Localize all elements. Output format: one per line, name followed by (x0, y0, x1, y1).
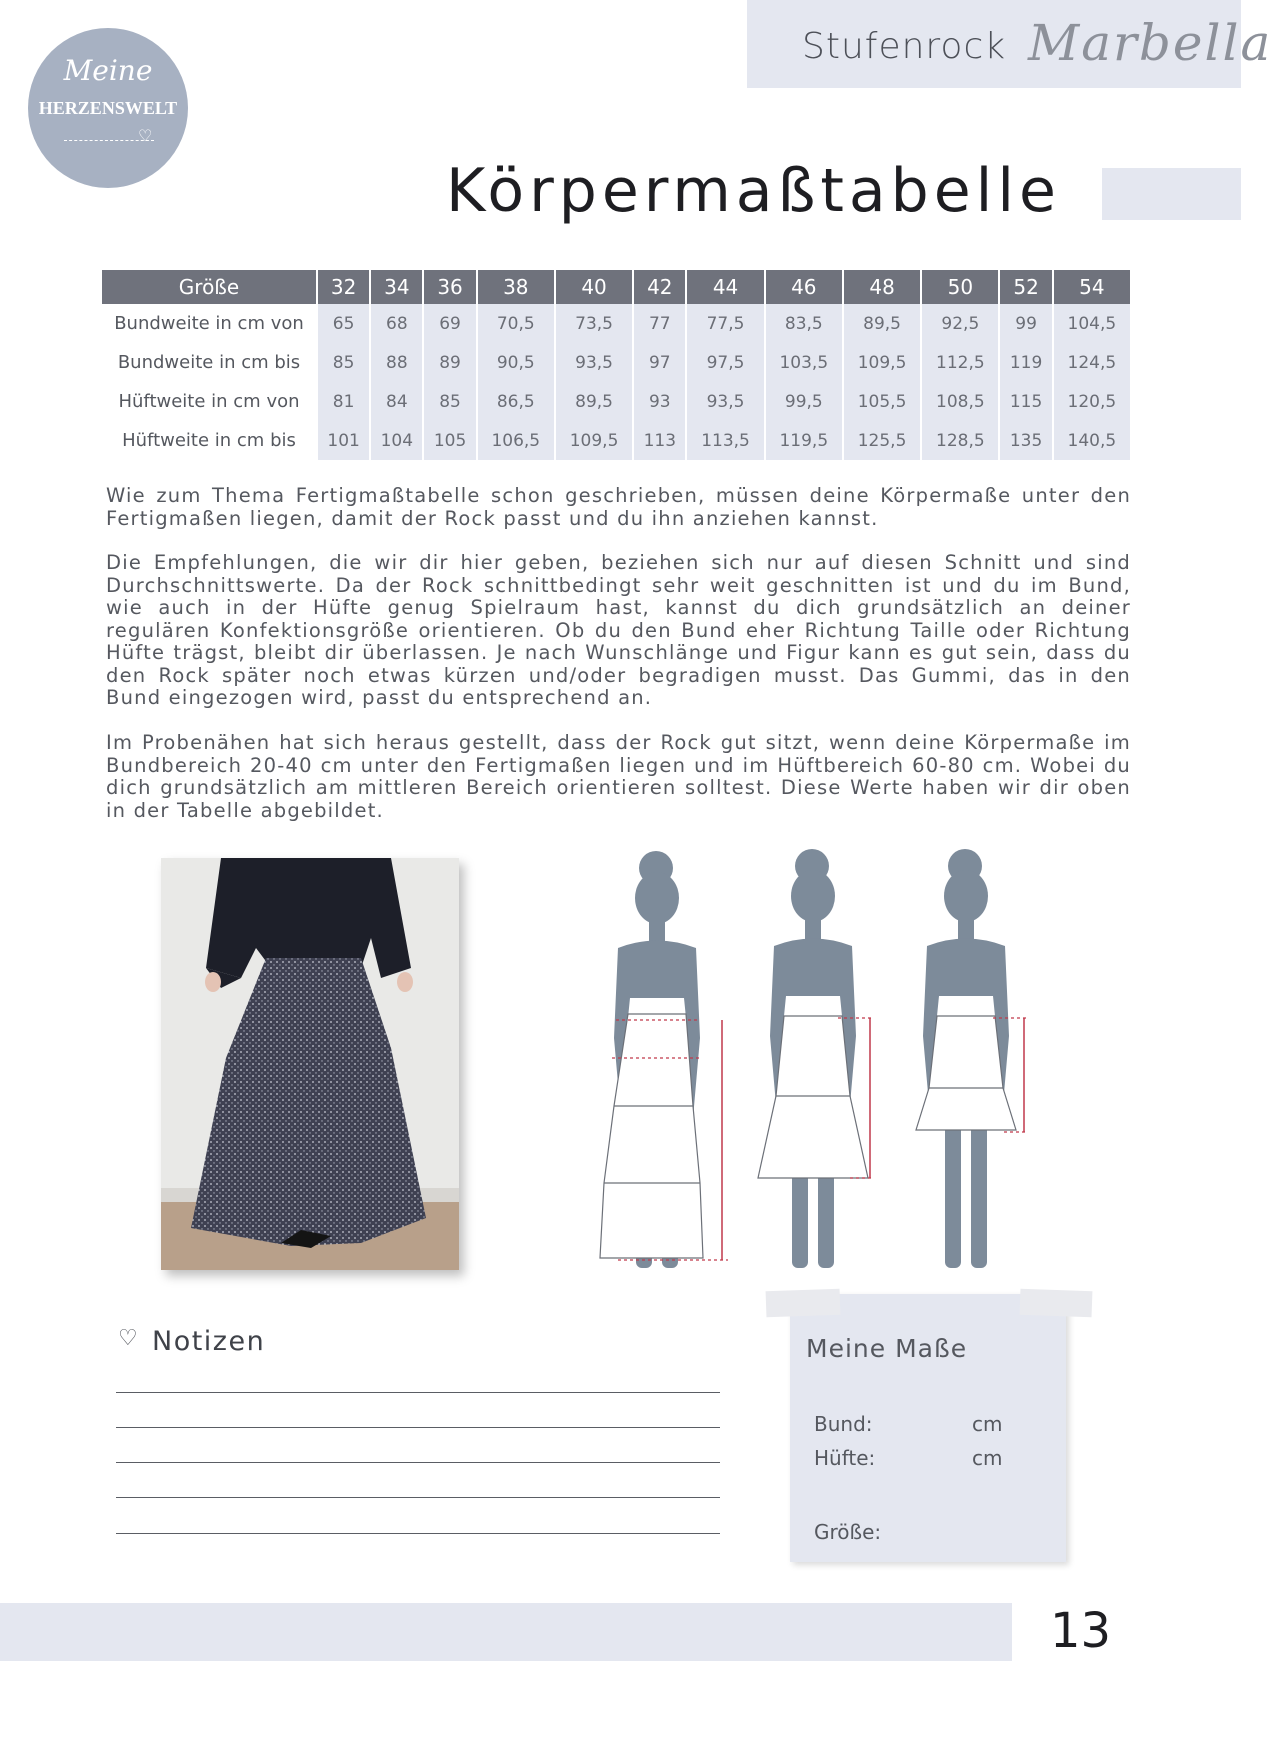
table-cell: 90,5 (476, 343, 554, 382)
table-cell: 88 (369, 343, 422, 382)
table-cell: 104 (369, 421, 422, 460)
recommendation-paragraph: Die Empfehlungen, die wir dir hier geben, beziehen sich nur auf diesen Schnitt und sind Durchschnittswerte. Da der Rock schnittbedingt sehr weit geschnitten ist und du im Bund, wie auch in der Hüfte genug Spielraum hast, kannst du dich grundsätzlich an deiner regulären Konfektionsgröße orientieren. Ob du den Bund eher Richtung Taille oder Richtung Hüfte trägst, bleibt dir überlassen. Je nach Wunschlänge und Figur kann es gut sein, dass du den Rock später noch etwas kürzen und/oder begradigen musst. Das Gummi, das in den Bund eingezogen wird, passt du entsprechend an. (106, 551, 1131, 709)
heart-icon: ♡ (118, 1326, 138, 1351)
note-line[interactable] (116, 1497, 720, 1498)
table-cell: 120,5 (1052, 382, 1130, 421)
bund-label: Bund: (814, 1412, 873, 1436)
note-line[interactable] (116, 1427, 720, 1428)
table-cell: 105 (422, 421, 475, 460)
table-cell: 77,5 (685, 304, 763, 343)
table-cell: 89,5 (554, 382, 632, 421)
page-title: Körpermaßtabelle (446, 156, 1061, 226)
table-cell: 99,5 (764, 382, 842, 421)
body-figures-illustration (588, 838, 1048, 1278)
table-cell: 92,5 (920, 304, 998, 343)
size-header: 50 (920, 270, 998, 304)
table-cell: 112,5 (920, 343, 998, 382)
table-cell: 140,5 (1052, 421, 1130, 460)
table-cell: 89,5 (842, 304, 920, 343)
table-cell: 109,5 (842, 343, 920, 382)
table-header-label: Größe (102, 270, 316, 304)
notes-title: Notizen (152, 1326, 266, 1357)
tape-right (1020, 1289, 1093, 1317)
table-cell: 113,5 (685, 421, 763, 460)
row-label: Bundweite in cm von (102, 304, 316, 343)
intro-paragraph: Wie zum Thema Fertigmaßtabelle schon geschrieben, müssen deine Körpermaße unter den Fertigmaßen liegen, damit der Rock passt und du ihn anziehen kannst. (106, 484, 1131, 530)
body-measurement-table (102, 270, 1130, 460)
size-header: 36 (422, 270, 475, 304)
table-cell: 128,5 (920, 421, 998, 460)
table-cell: 97,5 (685, 343, 763, 382)
logo-heart-icon: ♡ (138, 126, 153, 145)
table-cell: 84 (369, 382, 422, 421)
logo-script: Meine (63, 54, 153, 87)
row-label: Hüftweite in cm bis (102, 421, 316, 460)
table-cell: 83,5 (764, 304, 842, 343)
table-cell: 97 (632, 343, 685, 382)
page-number: 13 (1050, 1603, 1112, 1659)
skirt-photo (161, 858, 459, 1270)
table-cell: 99 (998, 304, 1051, 343)
skirt-length-figures (588, 838, 1048, 1278)
skirt-photo-illustration (161, 858, 459, 1270)
table-cell: 85 (422, 382, 475, 421)
table-cell: 93,5 (554, 343, 632, 382)
table-cell: 106,5 (476, 421, 554, 460)
table-row (102, 421, 1130, 460)
header-script-name: Marbella (1028, 14, 1272, 72)
size-header: 48 (842, 270, 920, 304)
row-label: Bundweite in cm bis (102, 343, 316, 382)
note-line[interactable] (116, 1392, 720, 1393)
table-cell: 103,5 (764, 343, 842, 382)
table-cell: 113 (632, 421, 685, 460)
card-title: Meine Maße (806, 1334, 968, 1363)
table-cell: 73,5 (554, 304, 632, 343)
table-cell: 77 (632, 304, 685, 343)
note-line[interactable] (116, 1462, 720, 1463)
table-cell: 125,5 (842, 421, 920, 460)
table-cell: 104,5 (1052, 304, 1130, 343)
size-header: 54 (1052, 270, 1130, 304)
note-line[interactable] (116, 1533, 720, 1534)
title-band (1102, 168, 1241, 220)
table-cell: 86,5 (476, 382, 554, 421)
test-sewing-paragraph: Im Probenähen hat sich heraus gestellt, dass der Rock gut sitzt, wenn deine Körpermaße im Bundbereich 20-40 cm unter den Fertigmaßen liegen und im Hüftbereich 60-80 cm. Wobei du dich grundsätzlich am mittleren Bereich orientieren solltest. Diese Werte haben wir dir oben in der Tabelle abgebildet. (106, 731, 1131, 822)
table-cell: 115 (998, 382, 1051, 421)
header-title: Stufenrock (802, 26, 1007, 67)
table-cell: 135 (998, 421, 1051, 460)
my-measurements-card (790, 1294, 1066, 1562)
size-header: 52 (998, 270, 1051, 304)
huefte-label: Hüfte: (814, 1446, 876, 1470)
table-cell: 81 (316, 382, 369, 421)
logo-text: HERZENSWELT (38, 98, 178, 118)
size-header: 32 (316, 270, 369, 304)
size-header: 38 (476, 270, 554, 304)
table-cell: 85 (316, 343, 369, 382)
tape-left (766, 1289, 841, 1318)
table-cell: 68 (369, 304, 422, 343)
huefte-unit[interactable]: cm (972, 1446, 1003, 1470)
bund-unit[interactable]: cm (972, 1412, 1003, 1436)
brand-logo (28, 28, 188, 188)
table-cell: 89 (422, 343, 475, 382)
size-header: 34 (369, 270, 422, 304)
table-cell: 69 (422, 304, 475, 343)
table-cell: 108,5 (920, 382, 998, 421)
table-cell: 119 (998, 343, 1051, 382)
size-header: 40 (554, 270, 632, 304)
table-cell: 101 (316, 421, 369, 460)
groesse-label: Größe: (814, 1520, 882, 1544)
table-cell: 119,5 (764, 421, 842, 460)
table-cell: 70,5 (476, 304, 554, 343)
table-row (102, 343, 1130, 382)
table-cell: 124,5 (1052, 343, 1130, 382)
size-header: 42 (632, 270, 685, 304)
table-row (102, 382, 1130, 421)
table-header-row (102, 270, 1130, 304)
size-header: 46 (764, 270, 842, 304)
size-header: 44 (685, 270, 763, 304)
table-cell: 109,5 (554, 421, 632, 460)
row-label: Hüftweite in cm von (102, 382, 316, 421)
table-cell: 65 (316, 304, 369, 343)
table-cell: 93 (632, 382, 685, 421)
footer-band (0, 1603, 1012, 1661)
table-cell: 105,5 (842, 382, 920, 421)
table-row (102, 304, 1130, 343)
table-cell: 93,5 (685, 382, 763, 421)
